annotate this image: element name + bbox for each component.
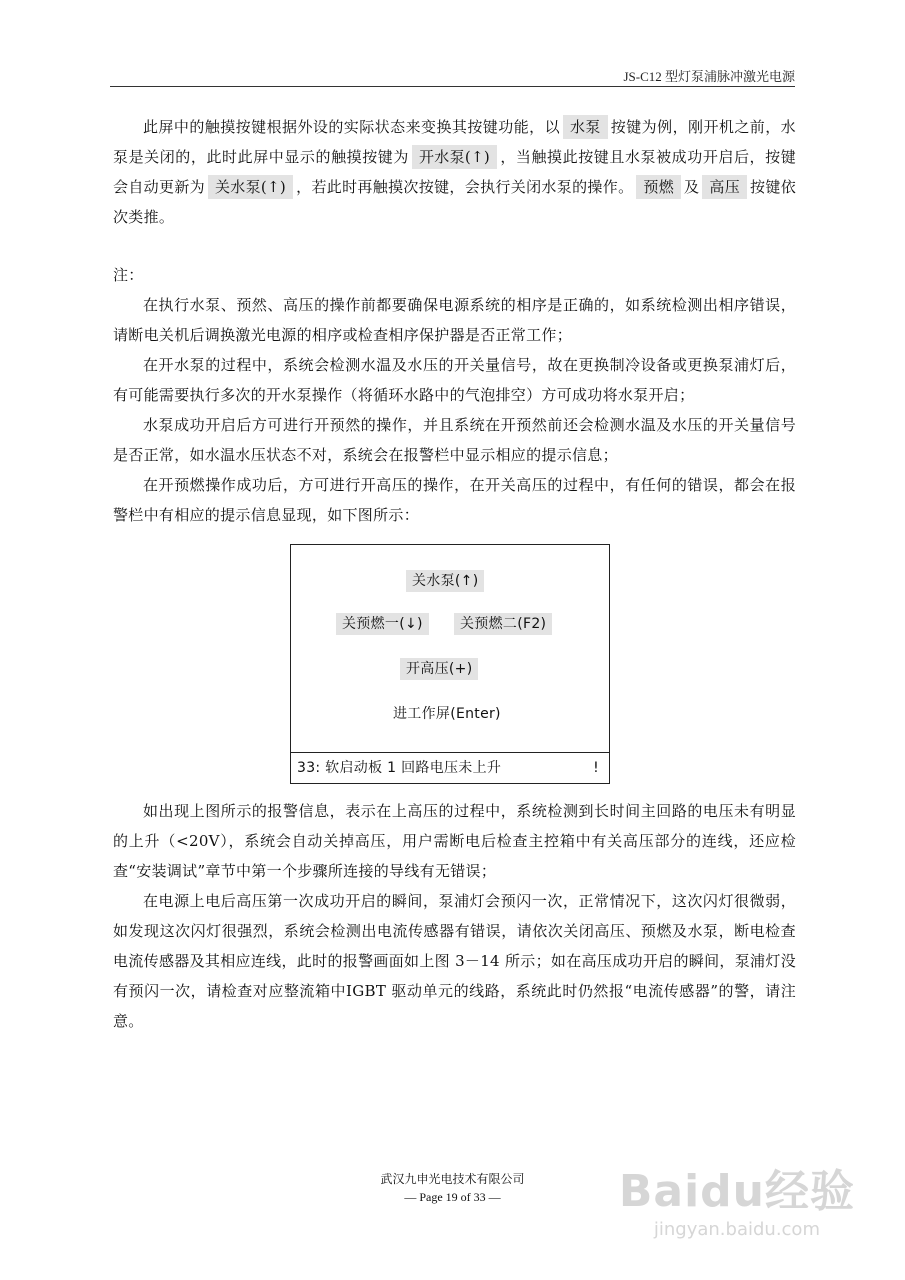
close-preburn-2-button[interactable]: 关预燃二(F2) — [454, 613, 552, 635]
close-preburn-1-button[interactable]: 关预燃一(↓) — [336, 613, 429, 635]
enter-work-screen-button[interactable]: 进工作屏(Enter) — [393, 706, 501, 722]
touch-screen-panel — [290, 544, 610, 784]
close-pump-button[interactable]: 关水泵(↑) — [406, 570, 484, 592]
intro-text-1: 此屏中的触摸按键根据外设的实际状态来变换其按键功能，以 — [143, 118, 561, 136]
footer-company: 武汉九申光电技术有限公司 — [380, 1172, 525, 1186]
spacer — [113, 232, 796, 260]
note-paragraph-2: 在开水泵的过程中，系统会检测水温及水压的开关量信号，故在更换制冷设备或更换泵浦灯后，有可能需要执行多次的开水泵操作（将循环水路中的气泡排空）方可成功将水泵开启； — [113, 356, 796, 404]
note-label: 注： — [113, 266, 144, 284]
header-divider — [110, 86, 795, 87]
document-body — [113, 112, 796, 1036]
watermark-url: jingyan.baidu.com — [653, 1219, 820, 1240]
key-preburn: 预燃 — [636, 175, 681, 199]
spacer — [113, 784, 796, 796]
note-paragraph-4: 在开预燃操作成功后，方可进行开高压的操作，在开关高压的过程中，有任何的错误，都会在报警栏中有相应的提示信息显现，如下图所示： — [113, 476, 796, 524]
alarm-bar — [291, 752, 609, 783]
alarm-message: 33: 软启动板 1 回路电压未上升 — [297, 760, 502, 776]
watermark-logo: Baidu经验 — [618, 1166, 855, 1217]
alarm-indicator: ! — [593, 760, 599, 776]
intro-text-6: 按键依次类推。 — [113, 178, 796, 226]
intro-text-4: ，若此时再触摸次按键，会执行关闭水泵的操作。 — [296, 178, 634, 196]
after-paragraph-1: 如出现上图所示的报警信息，表示在上高压的过程中，系统检测到长时间主回路的电压未有明显的上升（<20V），系统会自动关掉高压，用户需断电后检查主控箱中有关高压部分的连线，还应检查“安装调试”章节中第一个步骤所连接的导线有无错误； — [113, 802, 796, 880]
note-paragraph-3: 水泵成功开启后方可进行开预然的操作，并且系统在开预然前还会检测水温及水压的开关量信号是否正常，如水温水压状态不对，系统会在报警栏中显示相应的提示信息； — [113, 416, 796, 464]
after-paragraph-2: 在电源上电后高压第一次成功开启的瞬间，泵浦灯会预闪一次，正常情况下，这次闪灯很微弱，如发现这次闪灯很强烈，系统会检测出电流传感器有错误，请依次关闭高压、预燃及水泵，断电检查电流传感器及其相应连线，此时的报警画面如上图 3－14 所示；如在高压成功开启的瞬间，泵浦灯没有预闪一次，请检查对应整流箱中IGBT 驱动单元的线路，系统此时仍然报“电流传感器”的警，请注意。 — [113, 892, 796, 1030]
key-open-pump: 开水泵(↑) — [412, 145, 497, 169]
key-close-pump: 关水泵(↑) — [208, 175, 293, 199]
footer-page-number: — Page 19 of 33 — — [404, 1190, 501, 1204]
baidu-watermark — [619, 1155, 855, 1240]
page-header: JS-C12 型灯泵浦脉冲激光电源 — [623, 69, 795, 84]
intro-paragraph — [113, 112, 796, 232]
key-high-voltage: 高压 — [702, 175, 747, 199]
intro-text-2: 按键为例，刚开机之前，水泵是关闭的，此时此屏中显示的触摸按键为 — [113, 118, 796, 166]
note-paragraph-1: 在执行水泵、预然、高压的操作前都要确保电源系统的相序是正确的，如系统检测出相序错误，请断电关机后调换激光电源的相序或检查相序保护器是否正常工作； — [113, 296, 796, 344]
open-high-voltage-button[interactable]: 开高压(+) — [400, 658, 478, 680]
intro-text-5: 及 — [684, 178, 700, 196]
key-pump: 水泵 — [563, 115, 608, 139]
intro-text-3: ，当触摸此按键且水泵被成功开启后，按键会自动更新为 — [113, 148, 797, 196]
